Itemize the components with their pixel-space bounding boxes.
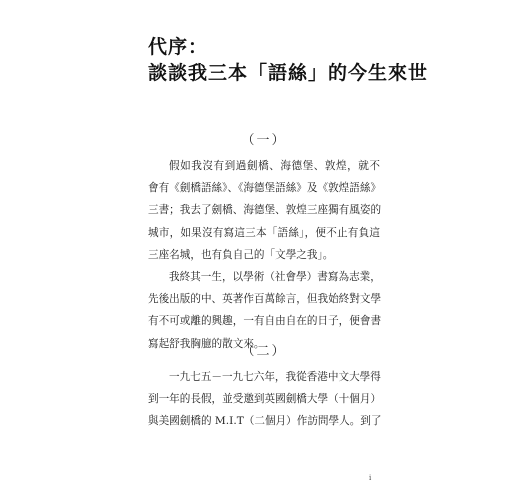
page-number: i: [369, 474, 372, 482]
text-line: 到一年的長假，並受邀到英國劍橋大學（十個月）: [148, 393, 382, 406]
heading-line-2: 談談我三本「語絲」的今生來世: [148, 62, 429, 84]
text-line: 三書；我去了劍橋、海德堡、敦煌三座獨有風姿的: [148, 204, 382, 217]
section-label-2: （二）: [241, 344, 287, 359]
section-label-1: （一）: [241, 133, 287, 148]
text-line: 會有《劍橋語絲》、《海德堡語絲》及《敦煌語絲》: [148, 182, 382, 195]
text-line: 三座名城，也有負自己的「文學之我」。: [148, 248, 334, 261]
text-line: 有不可或離的興趣，一有自由自在的日子，便會書: [148, 315, 382, 328]
text-line: 我終其一生，以學術（社會學）書寫為志業，: [169, 271, 381, 283]
chapter-heading: [148, 34, 478, 86]
text-line: 寫起舒我胸臆的散文來。: [148, 337, 265, 350]
section-1-paragraph-1: [148, 155, 380, 266]
text-line: 與美國劍橋的 M.I.T（二個月）作訪問學人。到了: [148, 415, 382, 428]
text-line: 假如我沒有到過劍橋、海德堡、敦煌，就不: [169, 160, 380, 172]
text-line: 城市，如果沒有寫這三本「語絲」，便不止有負這: [148, 226, 380, 239]
heading-line-1: 代序：: [148, 36, 209, 58]
section-1-paragraph-2: [148, 266, 380, 355]
text-line: 先後出版的中、英著作百萬餘言，但我始終對文學: [148, 293, 382, 306]
text-line: 一九七五－一九七六年，我從香港中文大學得: [169, 371, 381, 383]
section-2-paragraph-1: [148, 366, 380, 433]
